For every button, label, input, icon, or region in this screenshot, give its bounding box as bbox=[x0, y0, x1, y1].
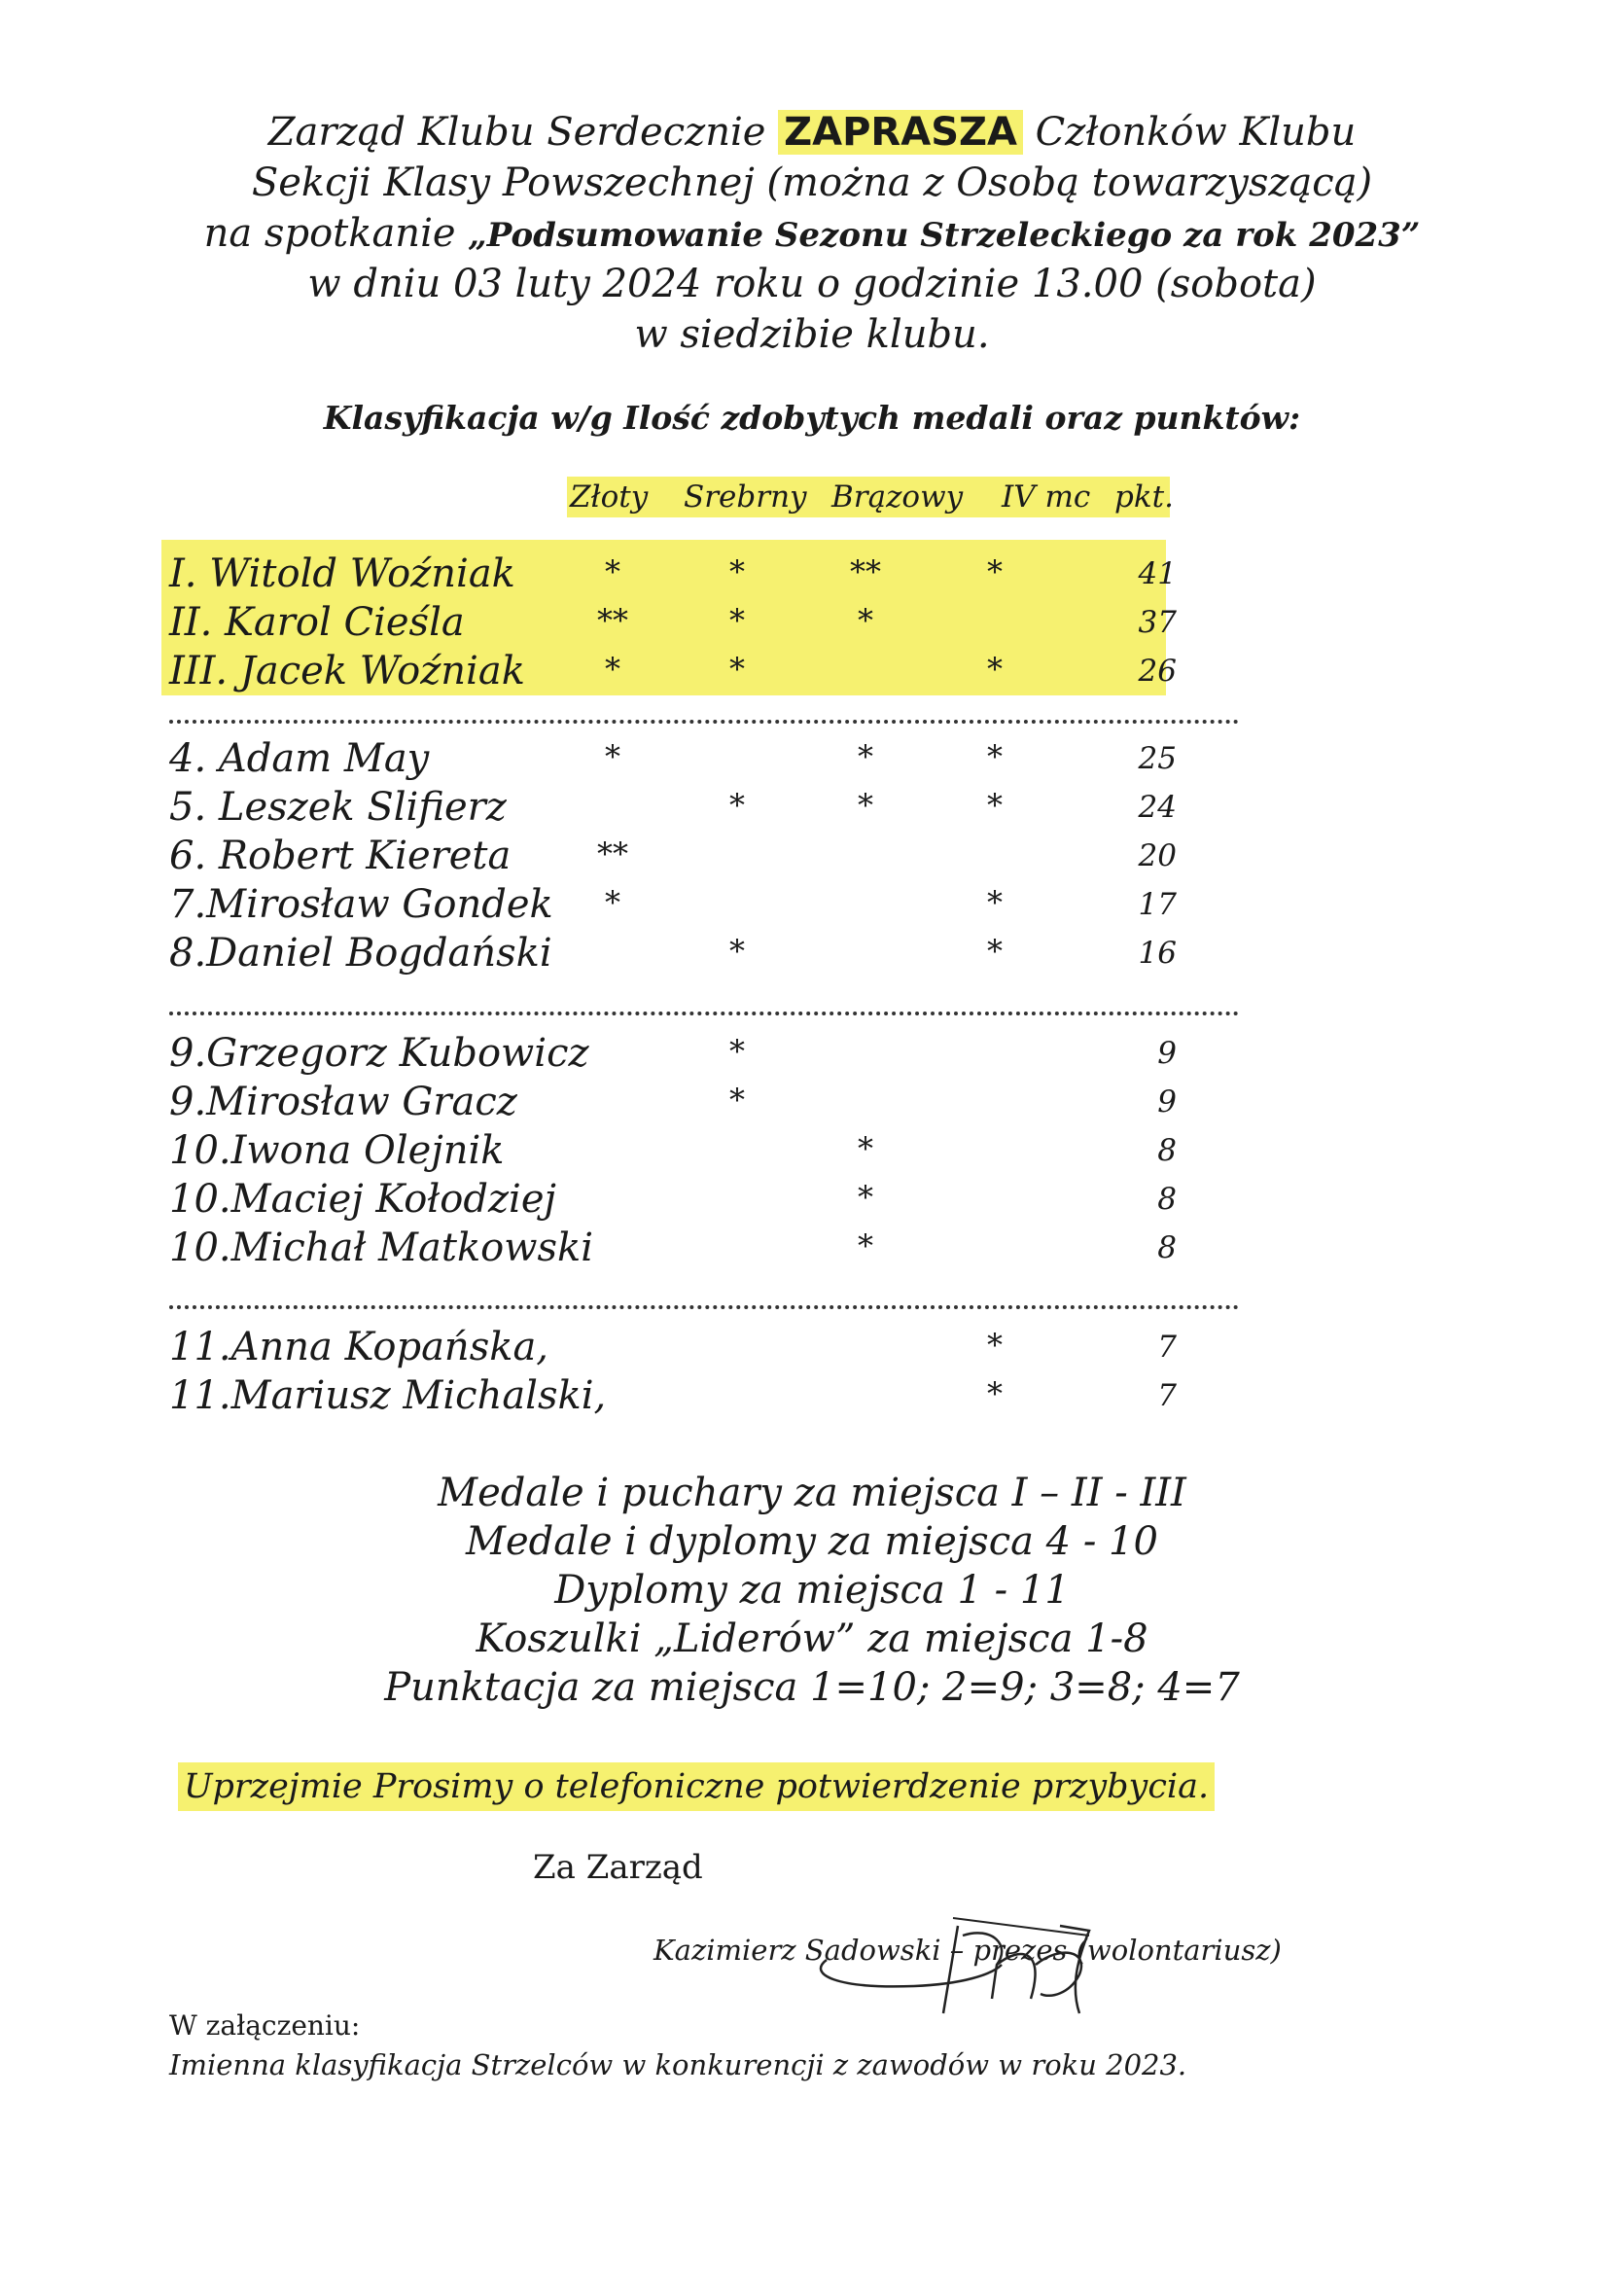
ranking-row bbox=[0, 1029, 1624, 1078]
column-header-fourth: IV mc bbox=[1002, 480, 1091, 515]
fourth-medal-mark: * bbox=[987, 738, 1003, 775]
fourth-medal-mark: * bbox=[987, 1327, 1003, 1364]
competitor-points: 24 bbox=[1138, 790, 1177, 825]
bronze-medal-mark: * bbox=[858, 1179, 873, 1216]
competitor-name: 10.Michał Matkowski bbox=[169, 1226, 594, 1270]
ranking-row bbox=[0, 647, 1624, 695]
bronze-medal-mark: * bbox=[858, 738, 873, 775]
competitor-name: 5. Leszek Slifierz bbox=[169, 785, 507, 830]
column-header-gold: Złoty bbox=[570, 480, 649, 515]
invitation-line-2: Sekcji Klasy Powszechnej (można z Osobą towarzyszącą) bbox=[251, 160, 1373, 205]
silver-medal-mark: * bbox=[729, 787, 745, 824]
attachment-text: Imienna klasyfikacja Strzelców w konkurencji z zawodów w roku 2023. bbox=[169, 2048, 1187, 2081]
gold-medal-mark: * bbox=[605, 553, 620, 590]
competitor-name: 11.Mariusz Michalski, bbox=[169, 1373, 607, 1418]
bronze-medal-mark: * bbox=[858, 1227, 873, 1264]
signatory-name: Kazimierz Sadowski – prezes (wolontariusz) bbox=[653, 1934, 1282, 1967]
awards-line-1: Medale i puchary za miejsca I – II - III bbox=[438, 1471, 1186, 1515]
competitor-name: 8.Daniel Bogdański bbox=[169, 931, 552, 976]
group-divider bbox=[169, 1012, 1239, 1015]
silver-medal-mark: * bbox=[729, 1082, 745, 1119]
competitor-points: 37 bbox=[1138, 605, 1177, 640]
attachment-label: W załączeniu: bbox=[169, 2009, 361, 2042]
silver-medal-mark: * bbox=[729, 933, 745, 970]
classification-heading: Klasyfikacja w/g Ilość zdobytych medali oraz punktów: bbox=[323, 399, 1301, 437]
event-title: „Podsumowanie Sezonu Strzeleckiego za rok 2023” bbox=[468, 216, 1421, 255]
gold-medal-mark: * bbox=[605, 651, 620, 688]
competitor-points: 41 bbox=[1138, 556, 1177, 591]
ranking-row bbox=[0, 832, 1624, 880]
invitation-line-5: w siedzibie klubu. bbox=[634, 312, 990, 357]
handwritten-signature bbox=[797, 1906, 1118, 2023]
for-the-board: Za Zarząd bbox=[533, 1848, 703, 1887]
competitor-name: 10.Maciej Kołodziej bbox=[169, 1177, 556, 1222]
competitor-name: 10.Iwona Olejnik bbox=[169, 1128, 505, 1173]
competitor-name: 4. Adam May bbox=[169, 736, 430, 781]
fourth-medal-mark: * bbox=[987, 651, 1003, 688]
ranking-row bbox=[0, 734, 1624, 783]
competitor-points: 7 bbox=[1157, 1330, 1177, 1365]
column-header-silver: Srebrny bbox=[684, 480, 807, 515]
competitor-points: 25 bbox=[1138, 741, 1177, 776]
ranking-row bbox=[0, 1323, 1624, 1371]
silver-medal-mark: * bbox=[729, 651, 745, 688]
awards-line-5: Punktacja za miejsca 1=10; 2=9; 3=8; 4=7 bbox=[384, 1665, 1240, 1710]
ranking-row bbox=[0, 1175, 1624, 1224]
competitor-name: 6. Robert Kiereta bbox=[169, 834, 512, 878]
fourth-medal-mark: * bbox=[987, 933, 1003, 970]
bronze-medal-mark: * bbox=[858, 787, 873, 824]
fourth-medal-mark: * bbox=[987, 884, 1003, 921]
competitor-points: 8 bbox=[1157, 1230, 1177, 1265]
competitor-name: 9.Grzegorz Kubowicz bbox=[169, 1031, 589, 1076]
ranking-row bbox=[0, 1371, 1624, 1420]
ranking-row bbox=[0, 1224, 1624, 1272]
competitor-points: 8 bbox=[1157, 1133, 1177, 1168]
invitation-line-3-pre: na spotkanie bbox=[203, 211, 469, 256]
ranking-row bbox=[0, 550, 1624, 598]
invitation-highlight: ZAPRASZA bbox=[778, 110, 1023, 155]
competitor-points: 9 bbox=[1157, 1036, 1177, 1071]
competitor-points: 16 bbox=[1138, 936, 1177, 971]
competitor-name: 9.Mirosław Gracz bbox=[169, 1080, 517, 1124]
invitation-line-1-post: Członków Klubu bbox=[1022, 110, 1357, 155]
silver-medal-mark: * bbox=[729, 553, 745, 590]
competitor-name: 7.Mirosław Gondek bbox=[169, 882, 553, 927]
competitor-name: I. Witold Woźniak bbox=[169, 551, 515, 596]
fourth-medal-mark: * bbox=[987, 787, 1003, 824]
fourth-medal-mark: * bbox=[987, 1375, 1003, 1412]
silver-medal-mark: * bbox=[729, 602, 745, 639]
ranking-row bbox=[0, 598, 1624, 647]
competitor-points: 9 bbox=[1157, 1084, 1177, 1119]
invitation-line-1 bbox=[0, 107, 1624, 158]
ranking-row bbox=[0, 1126, 1624, 1175]
ranking-row bbox=[0, 929, 1624, 977]
invitation-line-3 bbox=[0, 208, 1624, 261]
awards-line-3: Dyplomy za miejsca 1 - 11 bbox=[554, 1568, 1070, 1613]
bronze-medal-mark: * bbox=[858, 602, 873, 639]
bronze-medal-mark: * bbox=[858, 1130, 873, 1167]
ranking-row bbox=[0, 1078, 1624, 1126]
ranking-row bbox=[0, 880, 1624, 929]
competitor-name: III. Jacek Woźniak bbox=[169, 649, 525, 693]
group-divider bbox=[169, 720, 1239, 724]
gold-medal-mark: ** bbox=[597, 602, 628, 639]
competitor-points: 17 bbox=[1138, 887, 1177, 922]
fourth-medal-mark: * bbox=[987, 553, 1003, 590]
group-divider bbox=[169, 1305, 1239, 1309]
competitor-points: 7 bbox=[1157, 1378, 1177, 1413]
competitor-name: II. Karol Cieśla bbox=[169, 600, 465, 645]
invitation-line-4: w dniu 03 luty 2024 roku o godzinie 13.00 (sobota) bbox=[307, 262, 1317, 306]
rsvp-note: Uprzejmie Prosimy o telefoniczne potwierdzenie przybycia. bbox=[178, 1762, 1215, 1811]
column-header-points: pkt. bbox=[1114, 480, 1174, 515]
gold-medal-mark: * bbox=[605, 738, 620, 775]
competitor-name: 11.Anna Kopańska, bbox=[169, 1325, 549, 1369]
competitor-points: 8 bbox=[1157, 1182, 1177, 1217]
bronze-medal-mark: ** bbox=[850, 553, 881, 590]
awards-line-2: Medale i dyplomy za miejsca 4 - 10 bbox=[466, 1519, 1158, 1564]
gold-medal-mark: * bbox=[605, 884, 620, 921]
competitor-points: 26 bbox=[1138, 654, 1177, 689]
column-header-bronze: Brązowy bbox=[831, 480, 964, 515]
silver-medal-mark: * bbox=[729, 1033, 745, 1070]
competitor-points: 20 bbox=[1138, 838, 1177, 873]
awards-line-4: Koszulki „Liderów” za miejsca 1-8 bbox=[476, 1617, 1148, 1661]
ranking-row bbox=[0, 783, 1624, 832]
invitation-line-1-pre: Zarząd Klubu Serdecznie bbox=[267, 110, 779, 155]
gold-medal-mark: ** bbox=[597, 835, 628, 872]
